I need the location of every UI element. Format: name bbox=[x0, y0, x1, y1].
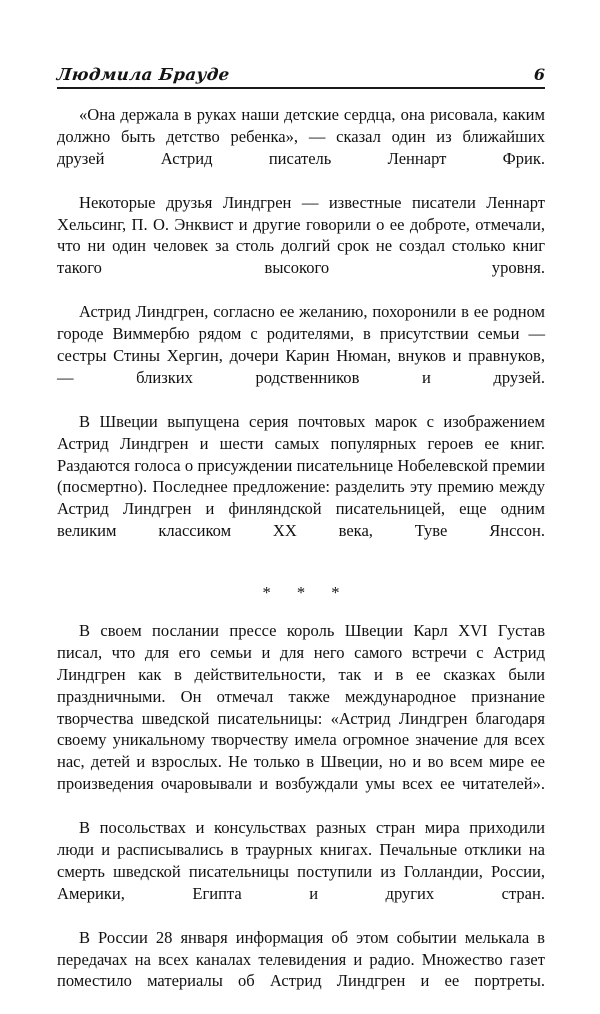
section-divider: * * * bbox=[262, 583, 351, 603]
paragraph: В России 28 января информация об этом событии мелькала в передачах на всех каналах телевидения и радио. Множество газет поместило материалы об Астрид Линдгрен и ее портреты. bbox=[57, 927, 545, 991]
paragraph: Некоторые друзья Линдгрен — известные писатели Леннарт Хельсинг, П. О. Энквист и другие говорили о ее доброте, отмечали, что ни один человек за столь долгий срок не создал столько книг такого высокого уровня. bbox=[57, 192, 545, 278]
paragraph: В посольствах и консульствах разных стран мира приходили люди и расписывались в траурных книгах. Печальные отклики на смерть шведской писательницы поступили из Голландии, России, Америки, Египта и других стран. bbox=[57, 818, 545, 903]
running-head-author: Людмила Брауде bbox=[56, 65, 231, 84]
body-text-block bbox=[57, 104, 545, 1014]
paragraph: В своем послании прессе король Швеции Карл XVI Густав писал, что для его семьи и для него самого встречи с Астрид Линдгрен как в действительности, так и в ее сказках были праздничными. Он отмечал также международное признание творчества шведской писательницы: «Астрид Линдгрен благодаря своему уникальному творчеству имела огромное значение для всех нас, детей и взрослых. Не только в Швеции, но и во всем мире ее произведения очаровывали и возбуждали умы всех ее читателей». bbox=[57, 620, 545, 794]
paragraph: В Швеции выпущена серия почтовых марок с изображением Астрид Линдгрен и шести самых популярных героев ее книг. Раздаются голоса о присуждении писательнице Нобелевской премии (посмертно). Последнее предложение: разделить эту премию между Астрид Линдгрен и финляндской писательницей, еще одним великим классиком XX века, Туве Янссон. bbox=[57, 411, 545, 541]
paragraph: Астрид Линдгрен, согласно ее желанию, похоронили в ее родном городе Виммербю рядом с родителями, в присутствии семьи — сестры Стины Хергин, дочери Карин Нюман, внуков и правнуков, — близких родственников и друзей. bbox=[57, 302, 545, 387]
paragraph: «Она держала в руках наши детские сердца, она рисовала, каким должно быть детство ребенка», — сказал один из ближайших друзей Астрид писатель Леннарт Фрик. bbox=[57, 105, 545, 168]
page-number: 6 bbox=[533, 65, 545, 84]
running-head bbox=[57, 55, 545, 89]
